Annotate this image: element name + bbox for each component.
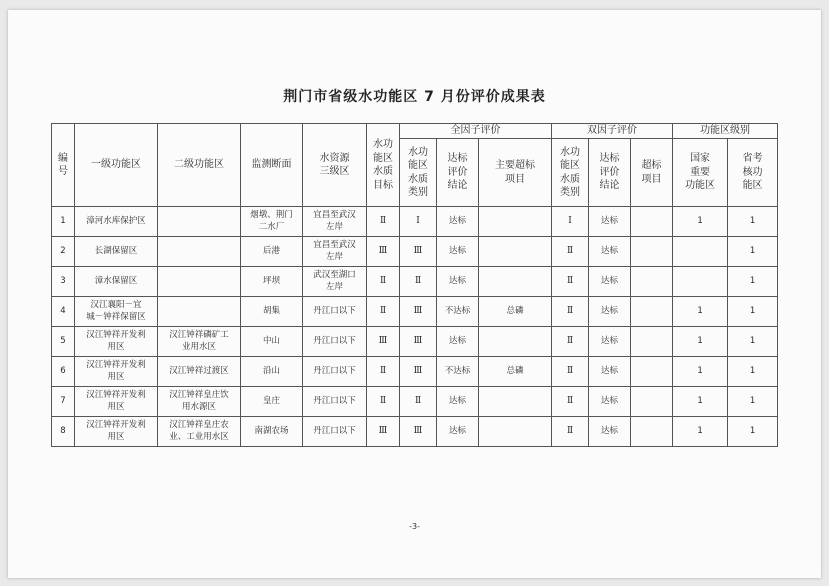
header-full-exceed: 主要超标 项目: [479, 139, 552, 207]
header-func-level: 功能区级别: [673, 124, 778, 139]
cell-section: 沿山: [241, 357, 303, 387]
cell-section: 中山: [241, 327, 303, 357]
cell-full-class: Ⅱ: [400, 267, 437, 297]
cell-full-exceed: [479, 237, 552, 267]
cell-dual-class: Ⅰ: [552, 207, 589, 237]
cell-national: 1: [673, 327, 728, 357]
cell-full-exceed: 总磷: [479, 297, 552, 327]
cell-level2: 汉江钟祥磷矿工 业用水区: [158, 327, 241, 357]
cell-section: 坪坝: [241, 267, 303, 297]
table-row: [52, 357, 778, 387]
cell-national: 1: [673, 387, 728, 417]
cell-resource: 丹江口以下: [303, 417, 367, 447]
cell-section: 后港: [241, 237, 303, 267]
header-level1: 一级功能区: [75, 124, 158, 207]
header-dual-exceed: 超标 项目: [631, 139, 673, 207]
cell-provincial: 1: [728, 357, 778, 387]
cell-dual-class: Ⅱ: [552, 237, 589, 267]
cell-dual-exceed: [631, 267, 673, 297]
cell-dual-result: 达标: [589, 267, 631, 297]
cell-national: 1: [673, 297, 728, 327]
cell-full-class: Ⅲ: [400, 357, 437, 387]
cell-dual-exceed: [631, 327, 673, 357]
cell-level2: 汉江钟祥过渡区: [158, 357, 241, 387]
cell-resource: 丹江口以下: [303, 357, 367, 387]
cell-dual-result: 达标: [589, 357, 631, 387]
cell-provincial: 1: [728, 267, 778, 297]
cell-national: 1: [673, 207, 728, 237]
cell-level2: [158, 237, 241, 267]
cell-provincial: 1: [728, 297, 778, 327]
cell-target: Ⅱ: [367, 267, 400, 297]
header-dual-result: 达标 评价 结论: [589, 139, 631, 207]
cell-dual-result: 达标: [589, 387, 631, 417]
cell-level2: [158, 207, 241, 237]
cell-section: 皇庄: [241, 387, 303, 417]
cell-level1: 汉江钟祥开发利 用区: [75, 387, 158, 417]
cell-no: 4: [52, 297, 75, 327]
cell-national: [673, 267, 728, 297]
cell-full-class: Ⅲ: [400, 327, 437, 357]
cell-full-result: 不达标: [437, 357, 479, 387]
cell-dual-exceed: [631, 207, 673, 237]
cell-dual-result: 达标: [589, 237, 631, 267]
header-dual-eval: 双因子评价: [552, 124, 673, 139]
cell-target: Ⅱ: [367, 207, 400, 237]
cell-level2: 汉江钟祥皇庄农 业、工业用水区: [158, 417, 241, 447]
cell-no: 1: [52, 207, 75, 237]
cell-level2: [158, 267, 241, 297]
cell-resource: 丹江口以下: [303, 297, 367, 327]
cell-no: 3: [52, 267, 75, 297]
page-number: -3-: [409, 522, 420, 531]
table-row: [52, 207, 778, 237]
table-row: [52, 267, 778, 297]
cell-no: 2: [52, 237, 75, 267]
cell-dual-exceed: [631, 237, 673, 267]
cell-full-exceed: 总磷: [479, 357, 552, 387]
header-target: 水功 能区 水质 目标: [367, 124, 400, 207]
header-section: 监测断面: [241, 124, 303, 207]
header-full-result: 达标 评价 结论: [437, 139, 479, 207]
header-dual-class: 水功 能区 水质 类别: [552, 139, 589, 207]
cell-provincial: 1: [728, 387, 778, 417]
header-full-eval: 全因子评价: [400, 124, 552, 139]
table-row: [52, 237, 778, 267]
table-row: [52, 327, 778, 357]
cell-no: 5: [52, 327, 75, 357]
table-row: [52, 417, 778, 447]
cell-level2: 汉江钟祥皇庄饮 用水源区: [158, 387, 241, 417]
cell-resource: 武汉至湖口 左岸: [303, 267, 367, 297]
cell-resource: 宜昌至武汉 左岸: [303, 207, 367, 237]
table-row: [52, 297, 778, 327]
cell-level2: [158, 297, 241, 327]
cell-target: Ⅱ: [367, 387, 400, 417]
cell-full-exceed: [479, 417, 552, 447]
cell-full-result: 达标: [437, 237, 479, 267]
cell-no: 7: [52, 387, 75, 417]
cell-full-result: 不达标: [437, 297, 479, 327]
cell-national: 1: [673, 417, 728, 447]
cell-section: 胡集: [241, 297, 303, 327]
header-level2: 二级功能区: [158, 124, 241, 207]
cell-dual-class: Ⅱ: [552, 417, 589, 447]
cell-full-result: 达标: [437, 327, 479, 357]
cell-resource: 宜昌至武汉 左岸: [303, 237, 367, 267]
cell-resource: 丹江口以下: [303, 387, 367, 417]
header-no: 编 号: [52, 124, 75, 207]
cell-level1: 汉江钟祥开发利 用区: [75, 417, 158, 447]
cell-no: 6: [52, 357, 75, 387]
cell-dual-class: Ⅱ: [552, 267, 589, 297]
cell-target: Ⅲ: [367, 327, 400, 357]
cell-full-exceed: [479, 267, 552, 297]
cell-dual-class: Ⅱ: [552, 297, 589, 327]
cell-target: Ⅱ: [367, 297, 400, 327]
cell-provincial: 1: [728, 417, 778, 447]
cell-full-result: 达标: [437, 267, 479, 297]
cell-level1: 漳河水库保护区: [75, 207, 158, 237]
cell-full-class: Ⅲ: [400, 417, 437, 447]
cell-dual-exceed: [631, 417, 673, 447]
cell-level1: 汉江钟祥开发利 用区: [75, 357, 158, 387]
cell-level1: 汉江襄阳－宜 城－钟祥保留区: [75, 297, 158, 327]
cell-dual-result: 达标: [589, 207, 631, 237]
cell-provincial: 1: [728, 237, 778, 267]
cell-level1: 漳水保留区: [75, 267, 158, 297]
cell-dual-exceed: [631, 357, 673, 387]
header-full-class: 水功 能区 水质 类别: [400, 139, 437, 207]
cell-target: Ⅲ: [367, 237, 400, 267]
header-resource: 水资源 三级区: [303, 124, 367, 207]
cell-dual-exceed: [631, 297, 673, 327]
cell-section: 烟墩、荆门 二水厂: [241, 207, 303, 237]
cell-dual-class: Ⅱ: [552, 357, 589, 387]
cell-level1: 长湖保留区: [75, 237, 158, 267]
cell-level1: 汉江钟祥开发利 用区: [75, 327, 158, 357]
cell-full-class: Ⅰ: [400, 207, 437, 237]
cell-full-exceed: [479, 387, 552, 417]
cell-dual-class: Ⅱ: [552, 327, 589, 357]
cell-dual-result: 达标: [589, 417, 631, 447]
cell-dual-class: Ⅱ: [552, 387, 589, 417]
cell-dual-result: 达标: [589, 327, 631, 357]
cell-full-result: 达标: [437, 207, 479, 237]
cell-full-class: Ⅲ: [400, 297, 437, 327]
cell-dual-result: 达标: [589, 297, 631, 327]
cell-no: 8: [52, 417, 75, 447]
cell-provincial: 1: [728, 327, 778, 357]
cell-full-class: Ⅱ: [400, 387, 437, 417]
cell-full-exceed: [479, 327, 552, 357]
page-title: 荆门市省级水功能区 7 月份评价成果表: [283, 89, 546, 105]
cell-full-result: 达标: [437, 387, 479, 417]
cell-section: 南湖农场: [241, 417, 303, 447]
cell-dual-exceed: [631, 387, 673, 417]
cell-target: Ⅲ: [367, 417, 400, 447]
cell-national: 1: [673, 357, 728, 387]
cell-full-class: Ⅲ: [400, 237, 437, 267]
header-national: 国家 重要 功能区: [673, 139, 728, 207]
cell-target: Ⅱ: [367, 357, 400, 387]
table-row: [52, 387, 778, 417]
cell-full-exceed: [479, 207, 552, 237]
evaluation-table: [51, 123, 778, 447]
header-provincial: 省考 核功 能区: [728, 139, 778, 207]
cell-national: [673, 237, 728, 267]
cell-resource: 丹江口以下: [303, 327, 367, 357]
cell-provincial: 1: [728, 207, 778, 237]
cell-full-result: 达标: [437, 417, 479, 447]
